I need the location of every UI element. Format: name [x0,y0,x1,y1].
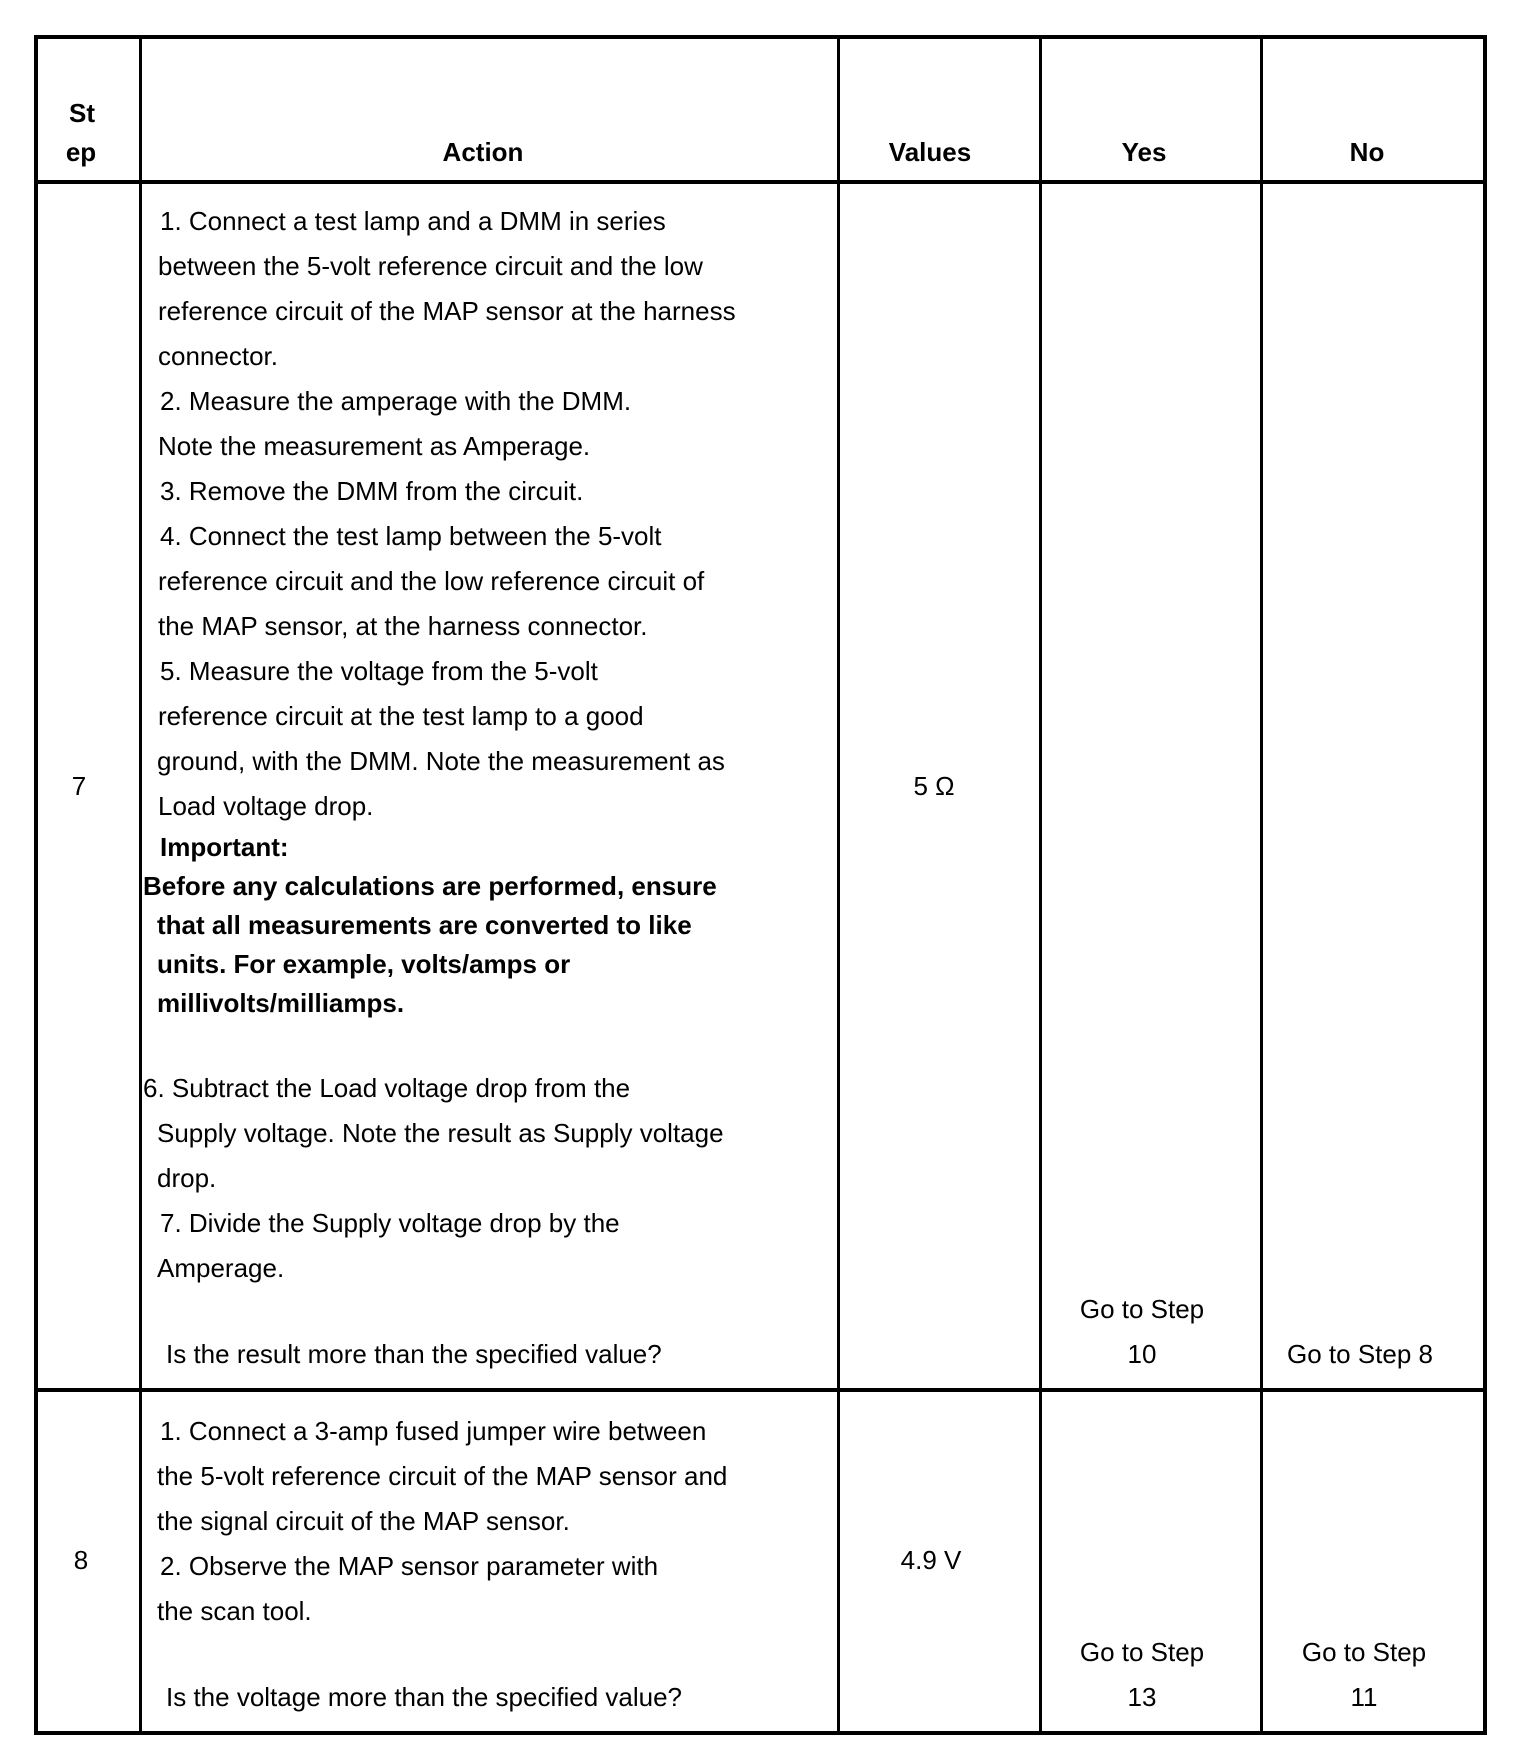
action-line: 5. Measure the voltage from the 5-volt [160,656,598,686]
row-divider [34,1388,1487,1392]
column-divider-values [1039,35,1042,1735]
action-line: 2. Measure the amperage with the DMM. [160,386,632,416]
action-line: ground, with the DMM. Note the measurement as [157,746,725,776]
action-line: 6. Subtract the Load voltage drop from the [143,1073,631,1103]
header-step-line2: ep [65,137,97,167]
important-text-line: units. For example, volts/amps or [157,949,571,979]
action-line: 4. Connect the test lamp between the 5-volt [160,521,662,551]
specified-value: 4.9 V [900,1545,962,1575]
header-yes: Yes [1121,137,1167,167]
action-line: 2. Observe the MAP sensor parameter with [160,1551,659,1581]
yes-result-line2: 13 [1127,1682,1157,1712]
table-border-bottom [34,1731,1487,1735]
important-label: Important: [160,832,289,862]
no-result-line1: Go to Step [1301,1637,1427,1667]
important-text-line: Before any calculations are performed, ensure [143,871,717,901]
action-line: between the 5-volt reference circuit and the low [158,251,703,281]
action-line: Load voltage drop. [158,791,374,821]
yes-result-line1: Go to Step [1079,1637,1205,1667]
action-line: 7. Divide the Supply voltage drop by the [160,1208,620,1238]
table-border-right [1483,35,1487,1735]
table-border-top [34,35,1487,39]
column-divider-yes [1260,35,1263,1735]
action-line: reference circuit at the test lamp to a good [158,701,644,731]
action-line: reference circuit of the MAP sensor at the harness [158,296,736,326]
question: Is the voltage more than the specified value? [166,1682,682,1712]
action-line: drop. [157,1163,217,1193]
action-line: the 5-volt reference circuit of the MAP sensor and [157,1461,728,1491]
action-line: 1. Connect a test lamp and a DMM in series [160,206,666,236]
header-divider [34,180,1487,184]
action-line: reference circuit and the low reference circuit of [158,566,705,596]
step-number: 8 [73,1545,89,1575]
header-action: Action [442,137,524,167]
action-line: Amperage. [157,1253,285,1283]
action-line: the signal circuit of the MAP sensor. [157,1506,570,1536]
action-line: 1. Connect a 3-amp fused jumper wire between [160,1416,707,1446]
important-text-line: millivolts/milliamps. [157,988,405,1018]
important-text-line: that all measurements are converted to like [157,910,692,940]
table-border-left [34,35,38,1735]
question: Is the result more than the specified value? [166,1339,662,1369]
header-values: Values [888,137,972,167]
action-line: Note the measurement as Amperage. [158,431,591,461]
header-step-line1: St [69,98,95,128]
action-line: the scan tool. [157,1596,312,1626]
action-line: the MAP sensor, at the harness connector. [158,611,648,641]
action-line: Supply voltage. Note the result as Supply voltage [157,1118,724,1148]
column-divider-action [837,35,840,1735]
step-number: 7 [71,771,87,801]
specified-value: 5 Ω [913,771,955,801]
no-result-line2: 11 [1350,1682,1378,1712]
header-no: No [1349,137,1385,167]
no-result: Go to Step 8 [1287,1339,1433,1369]
yes-result-line1: Go to Step [1079,1294,1205,1324]
yes-result-line2: 10 [1127,1339,1157,1369]
column-divider-step [139,35,142,1735]
action-line: 3. Remove the DMM from the circuit. [160,476,584,506]
action-line: connector. [158,341,278,371]
